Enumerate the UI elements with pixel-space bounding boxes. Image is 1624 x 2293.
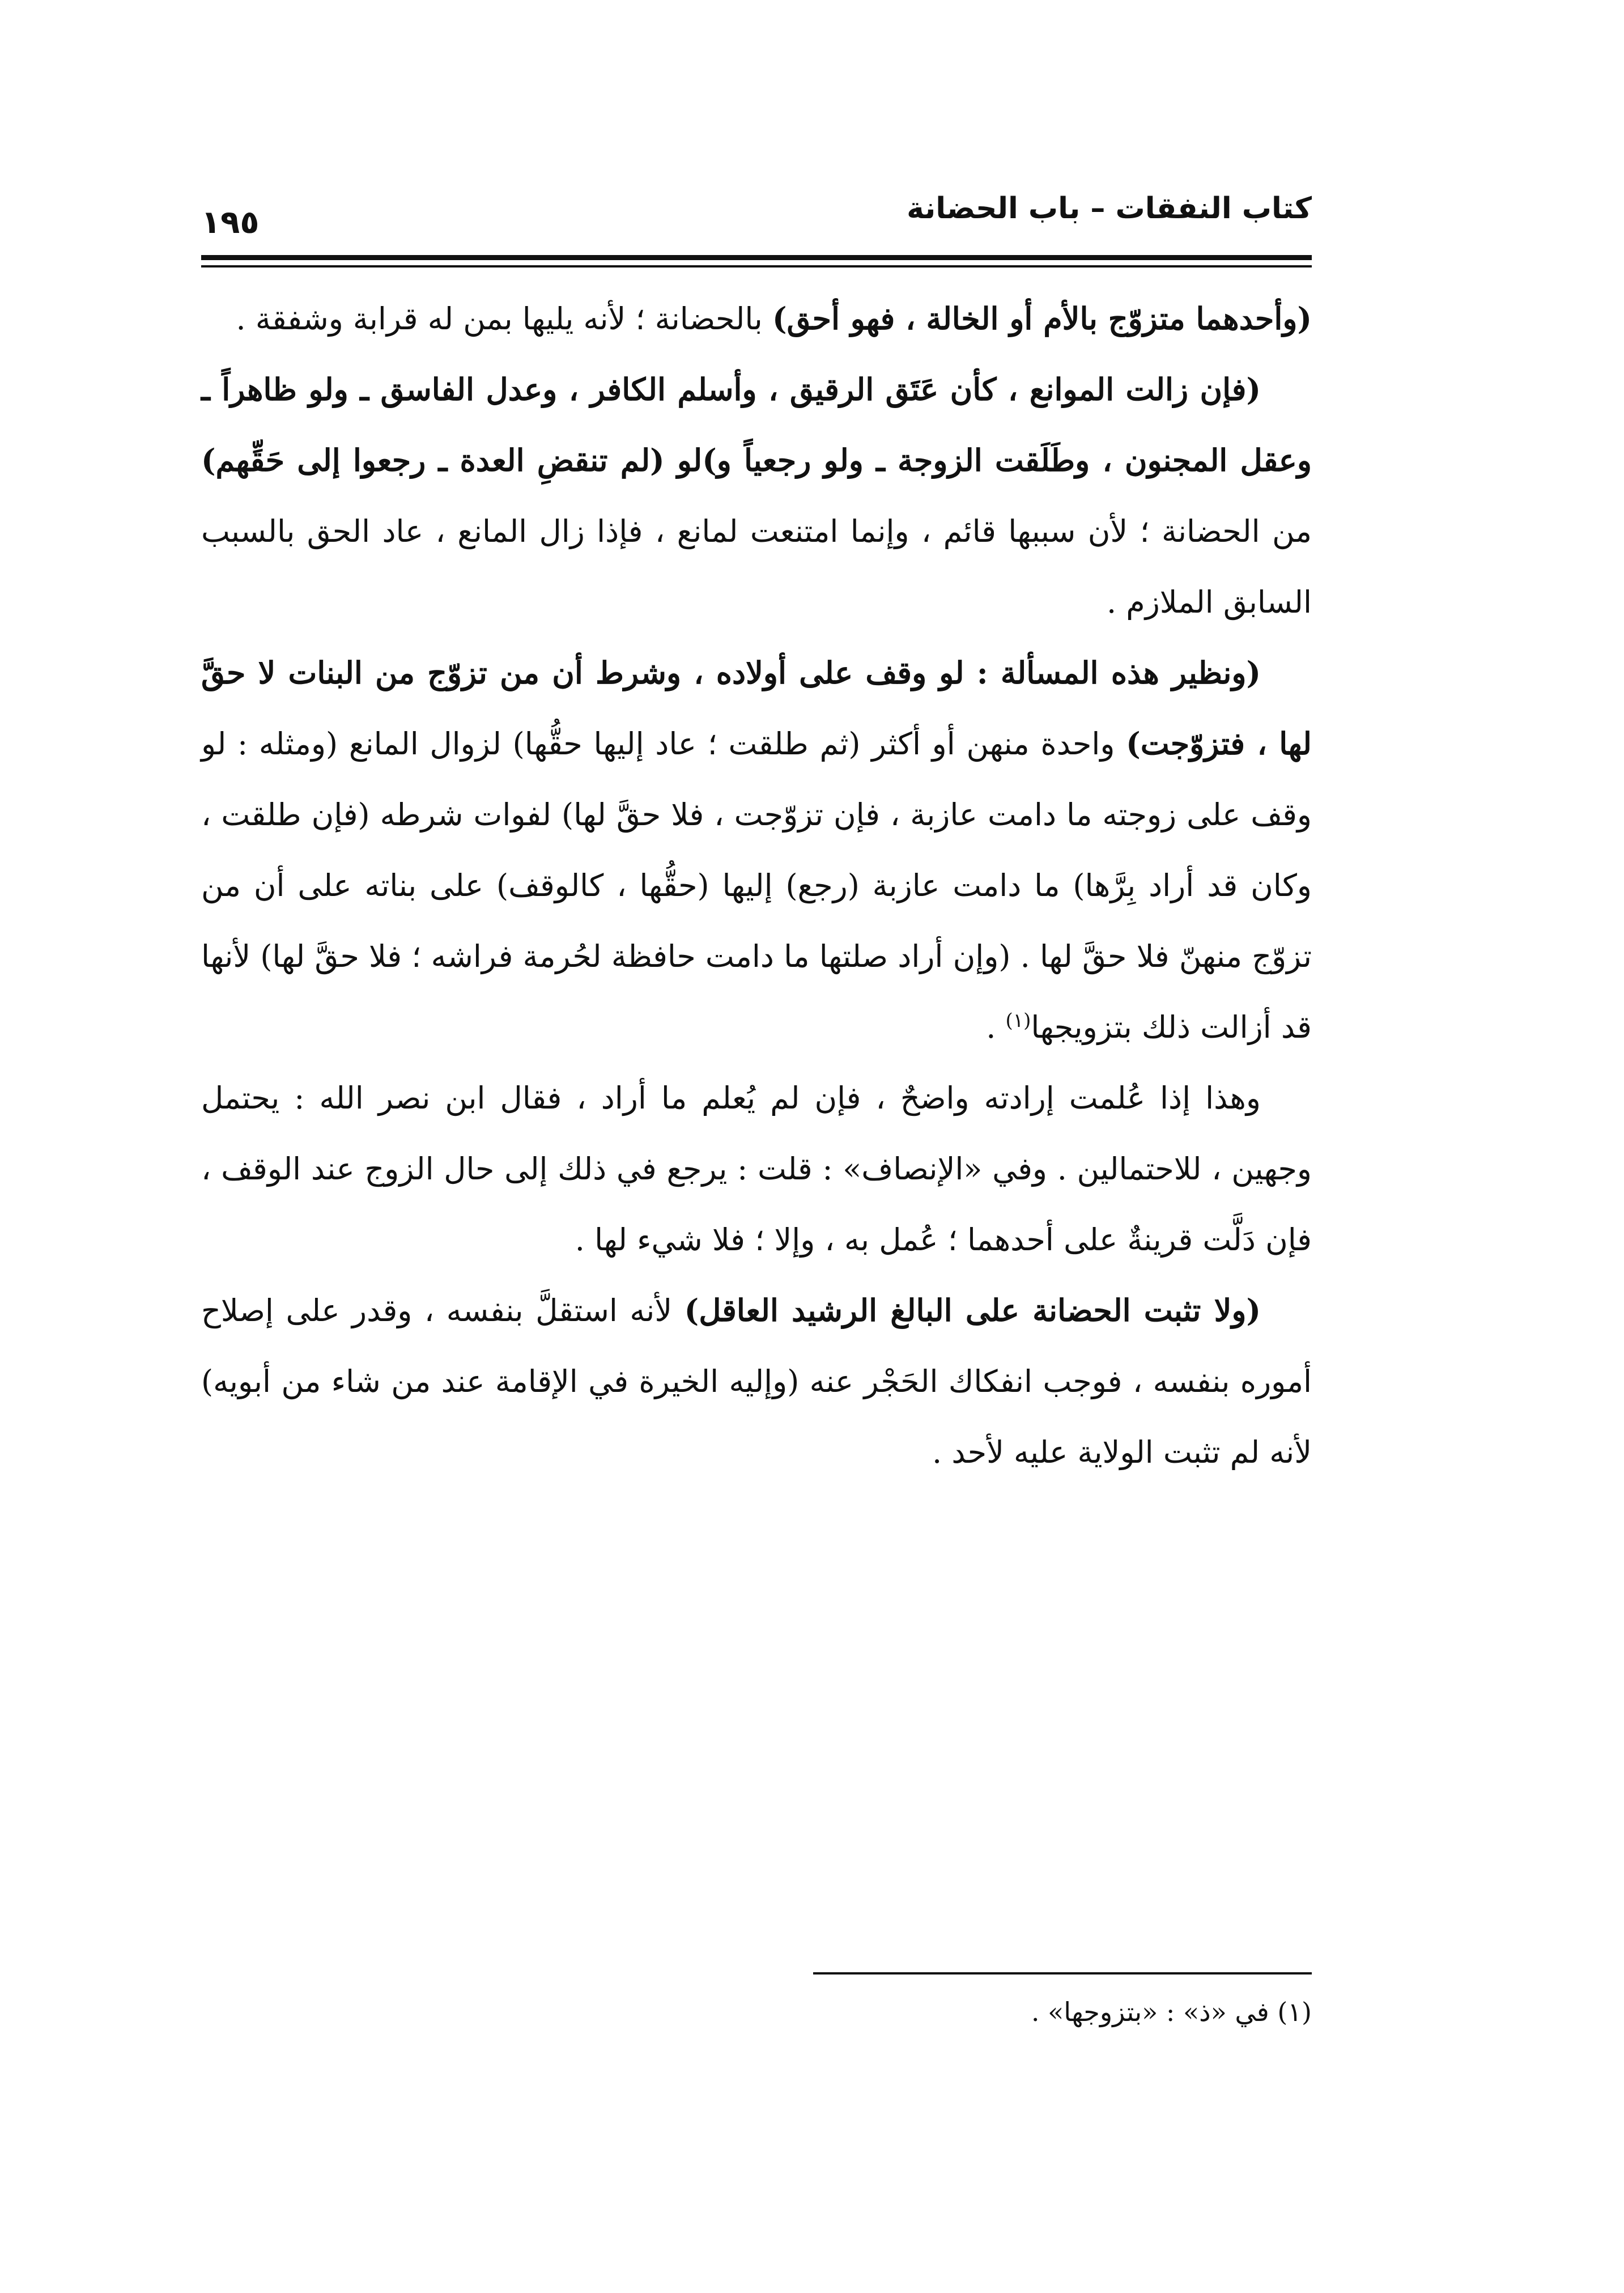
page-header xyxy=(201,170,1312,255)
page-number: ١٩٥ xyxy=(201,204,260,241)
paragraph-2-bold: (فإن زالت الموانع ، كأن عَتَق الرقيق ، وأسلم الكافر ، وعدل الفاسق ـ ولو ظاهراً ـ وعقل المجنون ، وطَلَقت الزوجة ـ ولو رجعياً و)لو (لم تنقضِ العدة ـ رجعوا إلى حَقِّهم) xyxy=(201,371,1312,478)
paragraph-3-bold: (ونظير هذه المسألة : لو وقف على أولاده ، وشرط أن من تزوّج من البنات لا حقَّ لها ، فتزوّجت) xyxy=(201,655,1312,762)
paragraph-5-text: لأنه استقلَّ بنفسه ، وقدر على إصلاح أموره بنفسه ، فوجب انفكاك الحَجْر عنه (وإليه الخيرة في الإقامة عند من شاء من أبويه) لأنه لم تثبت الولاية عليه لأحد . xyxy=(201,1293,1312,1470)
paragraph-1 xyxy=(201,283,1312,354)
footnote: (١) في «ذ» : «بتزوجها» . xyxy=(1031,1997,1312,2027)
paragraph-1-text: بالحضانة ؛ لأنه يليها بمن له قرابة وشفقة . xyxy=(236,301,772,337)
book-page xyxy=(201,170,1312,2154)
footnote-separator xyxy=(813,1972,1312,1974)
body-text xyxy=(201,283,1312,1488)
running-head: كتاب النفقات – باب الحضانة xyxy=(907,192,1312,226)
paragraph-1-bold: (وأحدهما متزوّج بالأم أو الخالة ، فهو أحق) xyxy=(772,300,1312,337)
header-rule-thick xyxy=(201,255,1312,260)
paragraph-2 xyxy=(201,354,1312,638)
paragraph-2-text: من الحضانة ؛ لأن سببها قائم ، وإنما امتنعت لمانع ، فإذا زال المانع ، عاد الحق بالسبب السابق الملازم . xyxy=(201,513,1312,620)
paragraph-5-bold: (ولا تثبت الحضانة على البالغ الرشيد العاقل) xyxy=(684,1292,1261,1328)
paragraph-3-tail: . xyxy=(986,1009,1006,1045)
paragraph-5 xyxy=(201,1275,1312,1488)
footnote-reference[interactable]: (١) xyxy=(1005,1009,1031,1032)
paragraph-3 xyxy=(201,638,1312,1063)
paragraph-4: وهذا إذا عُلمت إرادته واضحٌ ، فإن لم يُعلم ما أراد ، فقال ابن نصر الله : يحتمل وجهين ، للاحتمالين . وفي «الإنصاف» : قلت : يرجع في ذلك إلى حال الزوج عند الوقف ، فإن دَلَّت قرينةٌ على أحدهما ؛ عُمل به ، وإلا ؛ فلا شيء لها . xyxy=(201,1080,1312,1258)
header-rule-thin xyxy=(201,265,1312,267)
paragraph-3-text: واحدة منهن أو أكثر (ثم طلقت ؛ عاد إليها حقُّها) لزوال المانع (ومثله : لو وقف على زوجته ما دامت عازبة ، فإن تزوّجت ، فلا حقَّ لها) لفوات شرطه (فإن طلقت ، وكان قد أراد بِرَّها) ما دامت عازبة (رجع) إليها (حقُّها ، كالوقف) على بناته على أن من تزوّج منهنّ فلا حقَّ لها . (وإن أراد صلتها ما دامت حافظة لحُرمة فراشه ؛ فلا حقَّ لها) لأنها قد أزالت ذلك بتزويجها xyxy=(201,726,1312,1045)
